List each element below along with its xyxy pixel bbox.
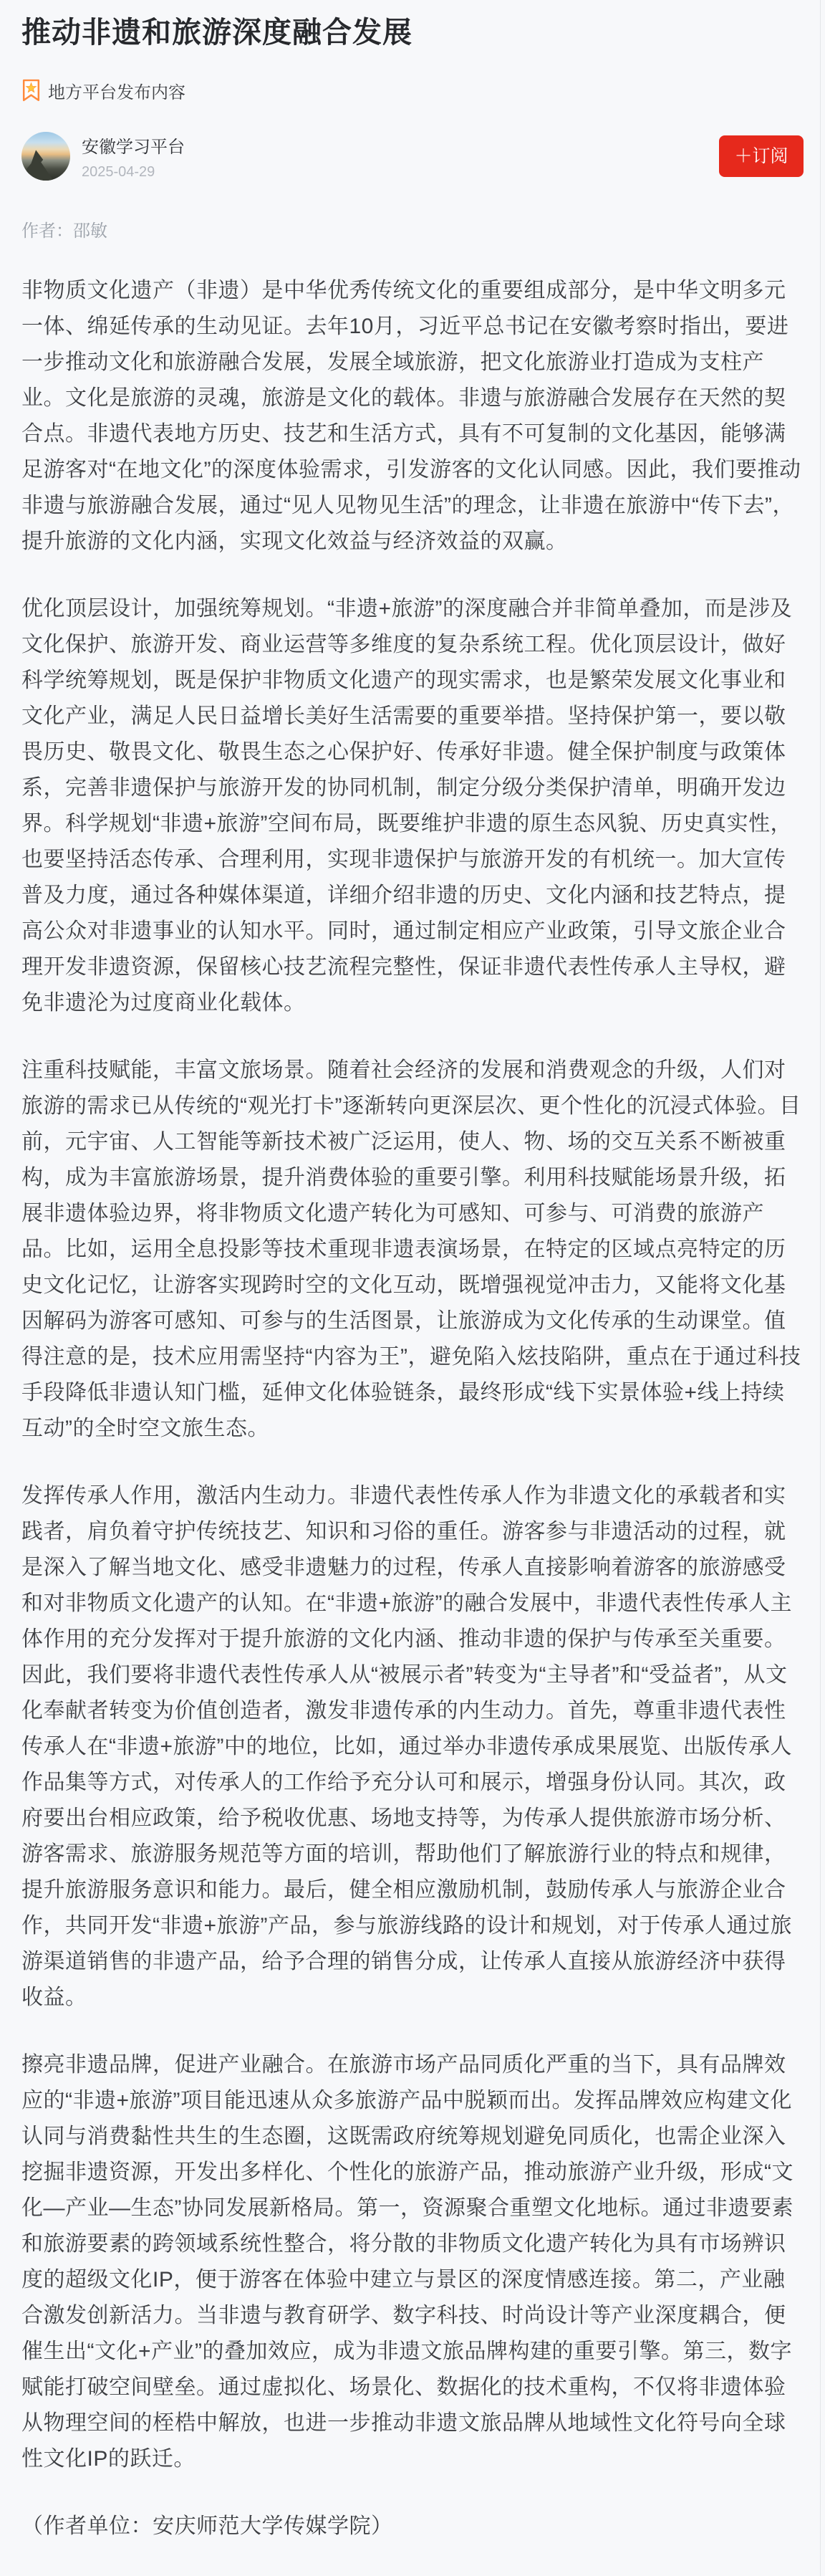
platform-badge-label: 地方平台发布内容 bbox=[48, 83, 185, 103]
article-paragraph: 发挥传承人作用，激活内生动力。非遗代表性传承人作为非遗文化的承载者和实践者，肩负着守护传统技艺、知识和习俗的重任。游客参与非遗活动的过程，就是深入了解当地文化、感受非遗魅力的过程，传承人直接影响着游客的旅游感受和对非物质文化遗产的认知。在“非遗+旅游”的融合发展中，非遗代表性传承人主体作用的充分发挥对于提升旅游的文化内涵、推动非遗的保护与传承至关重要。因此，我们要将非遗代表性传承人从“被展示者”转变为“主导者”和“受益者”，从文化奉献者转变为价值创造者，激发非遗传承的内生动力。首先，尊重非遗代表性传承人在“非遗+旅游”中的地位，比如，通过举办非遗传承成果展览、出版传承人作品集等方式，对传承人的工作给予充分认可和展示，增强身份认同。其次，政府要出台相应政策，给予税收优惠、场地支持等，为传承人提供旅游市场分析、游客需求、旅游服务规范等方面的培训，帮助他们了解旅游行业的特点和规律，提升旅游服务意识和能力。最后，健全相应激励机制，鼓励传承人与旅游企业合作，共同开发“非遗+旅游”产品，参与旅游线路的设计和规划，对于传承人通过旅游渠道销售的非遗产品，给予合理的销售分成，让传承人直接从旅游经济中获得收益。 bbox=[21, 1484, 792, 2010]
publisher-meta bbox=[82, 133, 719, 181]
subscribe-button[interactable]: ＋订阅 bbox=[719, 135, 804, 177]
platform-badge bbox=[21, 78, 804, 103]
article-paragraph: 优化顶层设计，加强统筹规划。“非遗+旅游”的深度融合并非简单叠加，而是涉及文化保护、旅游开发、商业运营等多维度的复杂系统工程。优化顶层设计，做好科学统筹规划，既是保护非物质文化遗产的现实需求，也是繁荣发展文化事业和文化产业，满足人民日益增长美好生活需要的重要举措。坚持保护第一，要以敬畏历史、敬畏文化、敬畏生态之心保护好、传承好非遗。健全保护制度与政策体系，完善非遗保护与旅游开发的协同机制，制定分级分类保护清单，明确开发边界。科学规划“非遗+旅游”空间布局，既要维护非遗的原生态风貌、历史真实性，也要坚持活态传承、合理利用，实现非遗保护与旅游开发的有机统一。加大宣传普及力度，通过各种媒体渠道，详细介绍非遗的历史、文化内涵和技艺特点，提高公众对非遗事业的认知水平。同时，通过制定相应产业政策，引导文旅企业合理开发非遗资源，保留核心技艺流程完整性，保证非遗代表性传承人主导权，避免非遗沦为过度商业化载体。 bbox=[21, 597, 792, 1015]
article-paragraph: （作者单位：安庆师范大学传媒学院） bbox=[21, 2514, 393, 2539]
publisher-row bbox=[21, 132, 804, 181]
publisher-avatar[interactable] bbox=[21, 132, 70, 181]
article-paragraph: 注重科技赋能，丰富文旅场景。随着社会经济的发展和消费观念的升级，人们对旅游的需求已从传统的“观光打卡”逐渐转向更深层次、更个性化的沉浸式体验。目前，元宇宙、人工智能等新技术被广泛运用，使人、物、场的交互关系不断被重构，成为丰富旅游场景，提升消费体验的重要引擎。利用科技赋能场景升级，拓展非遗体验边界，将非物质文化遗产转化为可感知、可参与、可消费的旅游产品。比如，运用全息投影等技术重现非遗表演场景，在特定的区域点亮特定的历史文化记忆，让游客实现跨时空的文化互动，既增强视觉冲击力，又能将文化基因解码为游客可感知、可参与的生活图景，让旅游成为文化传承的生动课堂。值得注意的是，技术应用需坚持“内容为王”，避免陷入炫技陷阱，重点在于通过科技手段降低非遗认知门槛，延伸文化体验链条，最终形成“线下实景体验+线上持续互动”的全时空文旅生态。 bbox=[21, 1058, 801, 1441]
author-byline: 作者：邵敏 bbox=[21, 221, 107, 241]
bookmark-star-icon bbox=[21, 79, 41, 102]
publish-date: 2025-04-29 bbox=[82, 163, 155, 180]
article-paragraph: 非物质文化遗产（非遗）是中华优秀传统文化的重要组成部分，是中华文明多元一体、绵延传承的生动见证。去年10月，习近平总书记在安徽考察时指出，要进一步推动文化和旅游融合发展，发展全域旅游，把文化旅游业打造成为支柱产业。文化是旅游的灵魂，旅游是文化的载体。非遗与旅游融合发展存在天然的契合点。非遗代表地方历史、技艺和生活方式，具有不可复制的文化基因，能够满足游客对“在地文化”的深度体验需求，引发游客的文化认同感。因此，我们要推动非遗与旅游融合发展，通过“见人见物见生活”的理念，让非遗在旅游中“传下去”，提升旅游的文化内涵，实现文化效益与经济效益的双赢。 bbox=[21, 279, 801, 554]
article-body bbox=[21, 273, 804, 2544]
article-paragraph: 擦亮非遗品牌，促进产业融合。在旅游市场产品同质化严重的当下，具有品牌效应的“非遗+旅游”项目能迅速从众多旅游产品中脱颖而出。发挥品牌效应构建文化认同与消费黏性共生的生态圈，这既需政府统筹规划避免同质化，也需企业深入挖掘非遗资源，开发出多样化、个性化的旅游产品，推动旅游产业升级，形成“文化—产业—生态”协同发展新格局。第一，资源聚合重塑文化地标。通过非遗要素和旅游要素的跨领域系统性整合，将分散的非物质文化遗产转化为具有市场辨识度的超级文化IP，便于游客在体验中建立与景区的深度情感连接。第二，产业融合激发创新活力。当非遗与教育研学、数字科技、时尚设计等产业深度耦合，便催生出“文化+产业”的叠加效应，成为非遗文旅品牌构建的重要引擎。第三，数字赋能打破空间壁垒。通过虚拟化、场景化、数据化的技术重构，不仅将非遗体验从物理空间的桎梏中解放，也进一步推动非遗文旅品牌从地域性文化符号向全球性文化IP的跃迁。 bbox=[21, 2053, 793, 2471]
publisher-name[interactable]: 安徽学习平台 bbox=[82, 137, 185, 157]
article-title: 推动非遗和旅游深度融合发展 bbox=[21, 16, 412, 49]
